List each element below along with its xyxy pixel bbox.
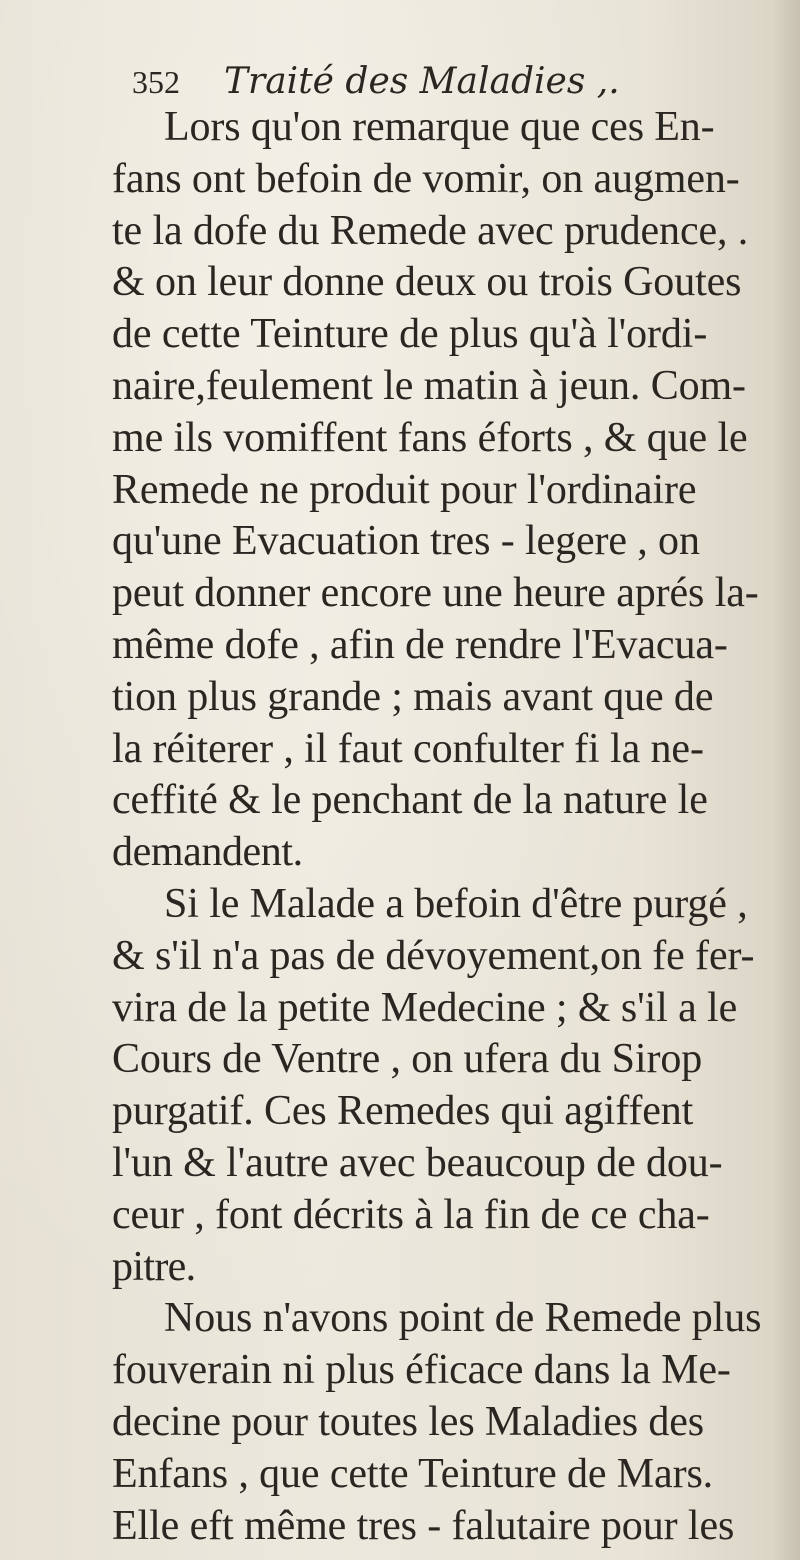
text-line: & s'il n'a pas de dévoyement,on fe fer- [112,932,755,979]
text-line: Elle eft même tres - falutaire pour les [112,1502,735,1549]
text-line: la réiterer , il faut confulter fi la ne- [112,725,704,772]
text-line: de cette Teinture de plus qu'à l'ordi- [112,311,708,358]
text-line: même dofe , afin de rendre l'Evacua- [112,621,728,668]
text-line: Nous n'avons point de Remede plus [164,1295,762,1342]
text-line: purgatif. Ces Remedes qui agiffent [112,1088,694,1135]
text-line: peut donner encore une heure aprés la- [112,570,759,617]
text-line: l'un & l'autre avec beaucoup de dou- [112,1139,723,1186]
running-title: Traité des Maladies ,. [224,61,620,102]
text-line: Enfans , que cette Teinture de Mars. [112,1450,714,1497]
text-line: demandent. [112,829,303,876]
text-line: vira de la petite Medecine ; & s'il a le [112,984,738,1031]
text-line: fouverain ni plus éficace dans la Me- [112,1347,731,1394]
text-line: ceffité & le penchant de la nature le [112,777,708,824]
text-line: Si le Malade a befoin d'être purgé , [164,880,748,927]
body-text [112,102,792,1552]
text-line: naire,feulement le matin à jeun. Com- [112,362,746,409]
text-line: fans ont befoin de vomir, on augmen- [112,155,740,202]
text-line: & on leur donne deux ou trois Goutes [112,259,742,306]
text-line: qu'une Evacuation tres - legere , on [112,518,700,565]
text-line: me ils vomiffent fans éforts , & que le [112,414,748,461]
text-line: pitre. [112,1243,196,1290]
text-line: decine pour toutes les Maladies des [112,1398,704,1445]
text-line: Cours de Ventre , on ufera du Sirop [112,1036,703,1083]
text-line: Lors qu'on remarque que ces En- [164,104,715,150]
running-header [132,60,652,104]
page-number: 352 [132,64,180,100]
text-line: ceur , font décrits à la fin de ce cha- [112,1191,710,1238]
text-line: te la dofe du Remede avec prudence, . [112,207,749,254]
text-line: Remede ne produit pour l'ordinaire [112,466,697,513]
text-line: tion plus grande ; mais avant que de [112,673,714,720]
